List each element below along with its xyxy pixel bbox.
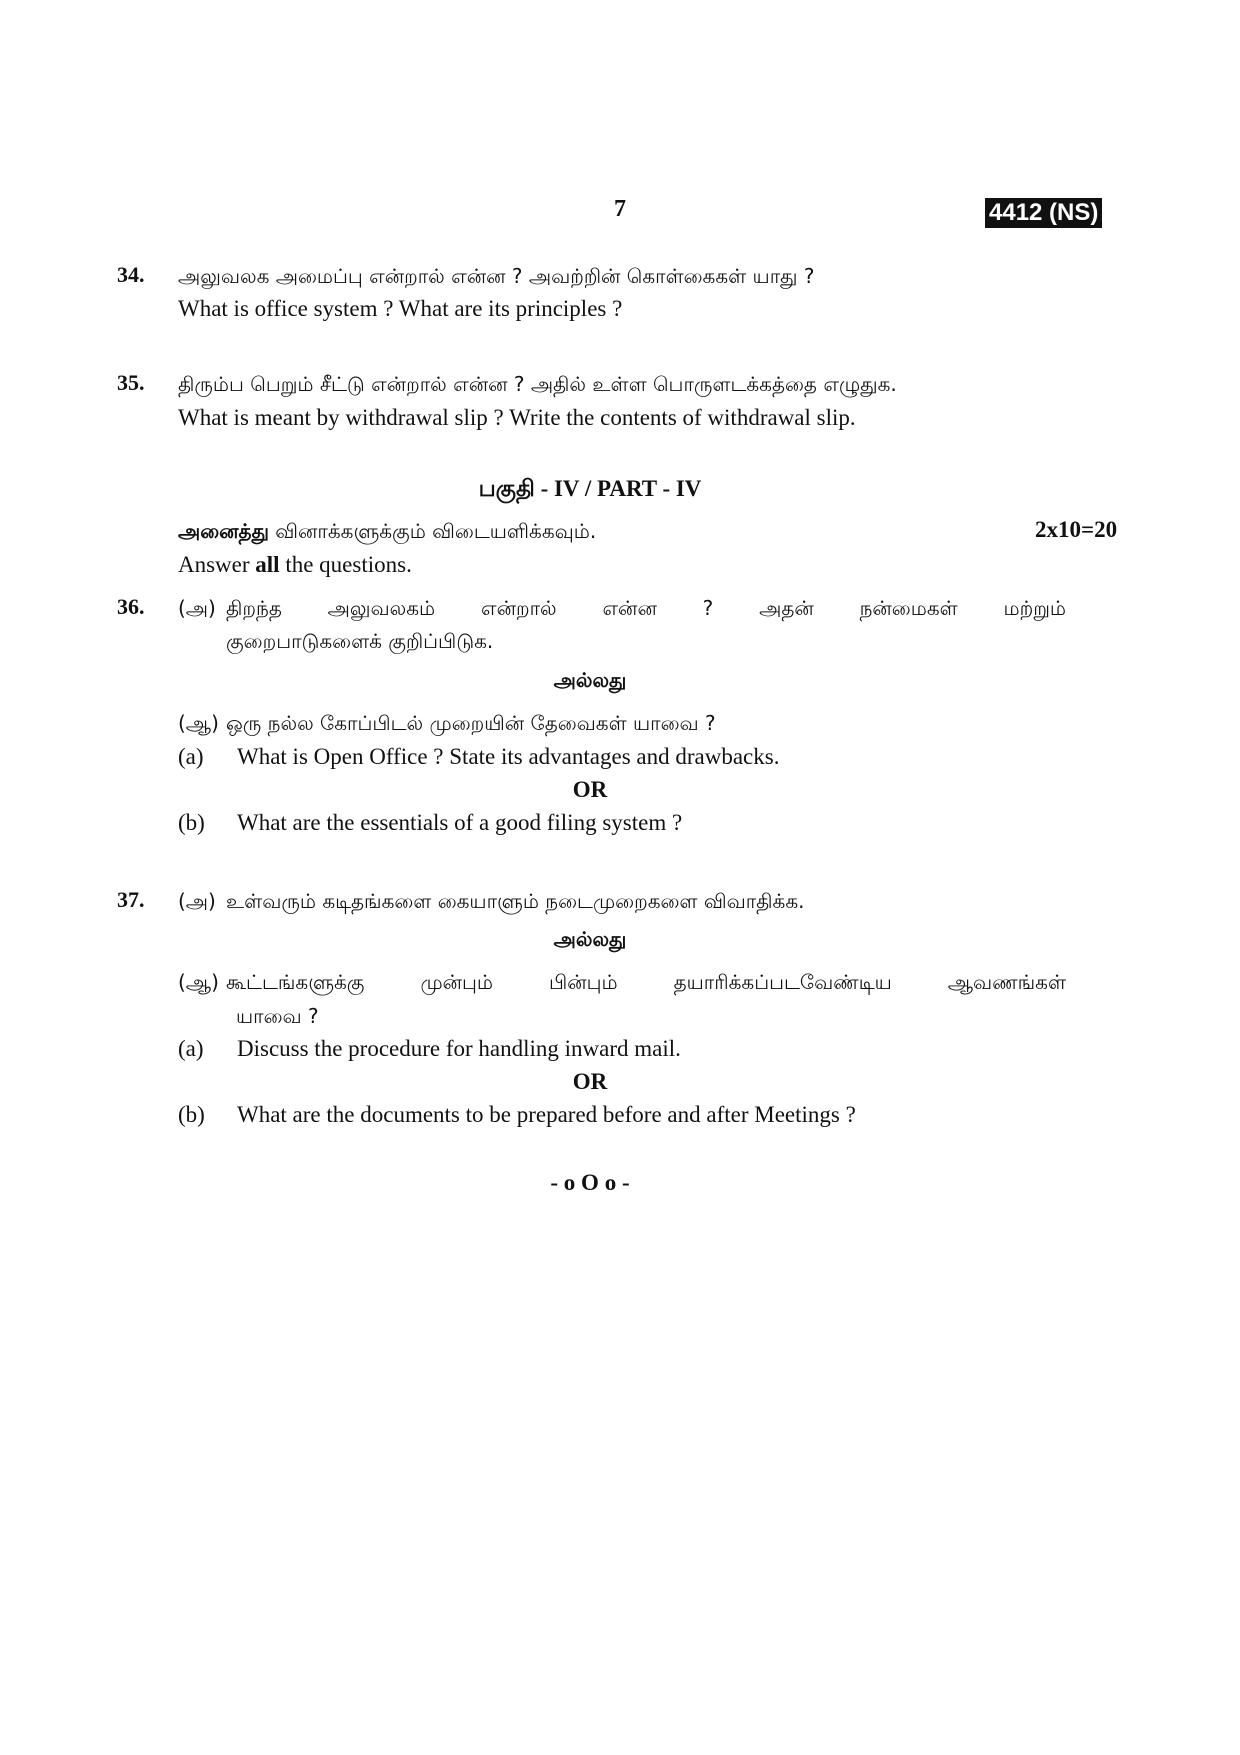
option-label-tamil: (அ) [178,889,216,913]
option-label: (b) [178,810,205,835]
question-35-english: What is meant by withdrawal slip ? Write the contents of withdrawal slip. [178,405,856,430]
instruction-english-post: the questions. [279,552,412,577]
option-label: (b) [178,1102,205,1127]
option-label-tamil: (அ) [178,596,216,620]
question-36b-english: What are the essentials of a good filing system ? [237,810,683,835]
part-instruction-english [178,550,412,580]
question-number: 37. [117,887,145,912]
question-number: 35. [117,370,145,395]
question-36a-tamil-line1: திறந்த அலுவலகம் என்றால் என்ன ? அதன் நன்மைகள் மற்றும் [226,596,1066,620]
question-37b-english: What are the documents to be prepared before and after Meetings ? [237,1102,856,1127]
option-label: (a) [178,1036,204,1061]
part-instruction-tamil [178,516,596,546]
question-34-tamil: அலுவலக அமைப்பு என்றால் என்ன ? அவற்றின் கொள்கைகள் யாது ? [178,264,815,288]
question-37a-english: Discuss the procedure for handling inward mail. [237,1036,681,1061]
question-number: 36. [117,594,145,619]
instruction-tamil-bold: அனைத்து [178,519,269,543]
question-36a-english: What is Open Office ? State its advantages and drawbacks. [237,744,780,769]
instruction-english-bold: all [255,552,280,577]
paper-code-badge: 4412 (NS) [985,198,1102,228]
question-number: 34. [117,262,145,287]
or-separator-tamil: அல்லது [553,927,627,951]
question-36b-tamil: ஒரு நல்ல கோப்பிடல் முறையின் தேவைகள் யாவை ? [226,711,716,735]
question-37b-tamil-line1: கூட்டங்களுக்கு முன்பும் பின்பும் தயாரிக்கப்படவேண்டிய ஆவணங்கள் [226,970,1066,994]
or-separator-tamil: அல்லது [553,668,627,692]
question-37a-tamil: உள்வரும் கடிதங்களை கையாளும் நடைமுறைகளை விவாதிக்க. [226,889,805,913]
or-separator: OR [572,777,608,802]
page-number: 7 [614,196,626,222]
part-heading: பகுதி - IV / PART - IV [478,476,702,501]
or-separator: OR [572,1069,608,1094]
option-label: (a) [178,744,204,769]
marks-allocation: 2x10=20 [1035,517,1118,542]
option-label-tamil: (ஆ) [178,970,219,994]
question-35-tamil: திரும்ப பெறும் சீட்டு என்றால் என்ன ? அதில் உள்ள பொருளடக்கத்தை எழுதுக. [178,372,897,396]
option-label-tamil: (ஆ) [178,711,219,735]
instruction-english-pre: Answer [178,552,256,577]
question-36a-tamil-line2: குறைபாடுகளைக் குறிப்பிடுக. [226,629,494,653]
question-34-english: What is office system ? What are its principles ? [178,296,623,321]
question-37b-tamil-line2: யாவை ? [236,1004,319,1028]
instruction-tamil-rest: வினாக்களுக்கும் விடையளிக்கவும். [275,519,597,543]
end-mark: - o O o - [550,1170,630,1195]
